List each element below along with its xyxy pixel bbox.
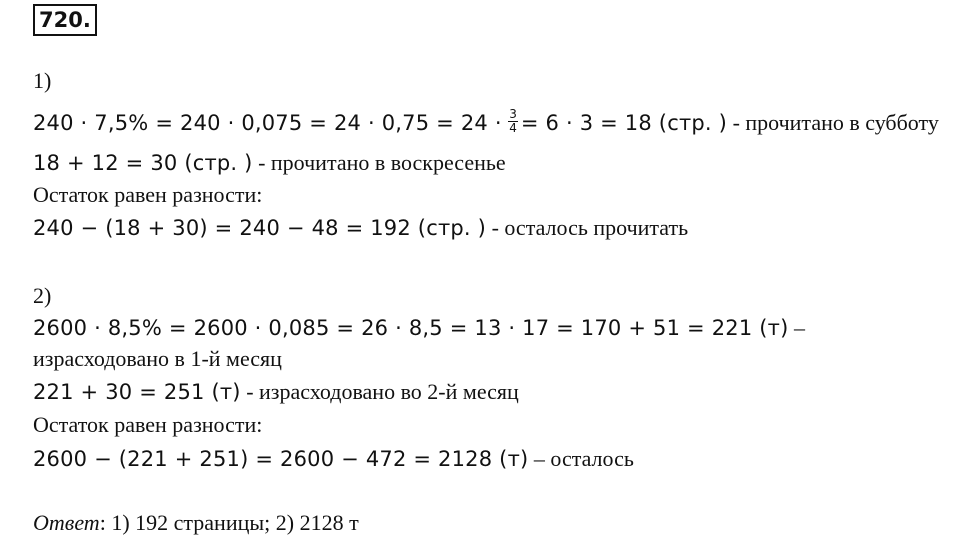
- part1-line1-math: 240 · 7,5% = 240 · 0,075 = 24 · 0,75 = 24 ·: [33, 111, 502, 135]
- part1-line4: [33, 214, 688, 242]
- part2-line4: Остаток равен разности:: [33, 412, 263, 437]
- part1-line2-text: - прочитано в воскресенье: [252, 150, 506, 175]
- problem-number: 720.: [33, 4, 97, 36]
- part1-line2-math: 18 + 12 = 30 (стр. ): [33, 151, 253, 175]
- part2-label: 2): [33, 283, 52, 308]
- part2-line2: израсходовано в 1-й месяц: [33, 346, 282, 371]
- part2-line1: [33, 314, 805, 342]
- part2-line1-math: 2600 · 8,5% = 2600 · 0,085 = 26 · 8,5 = 13 · 17 = 170 + 51 = 221 (т): [33, 316, 789, 340]
- part2-line3-math: 221 + 30 = 251 (т): [33, 380, 241, 404]
- answer-text: 1) 192 страницы; 2) 2128 т: [105, 510, 359, 535]
- answer-line: Ответ: 1) 192 страницы; 2) 2128 т: [33, 510, 359, 535]
- part2-line3-text: - израсходовано во 2-й месяц: [240, 379, 519, 404]
- part2-line5-math: 2600 − (221 + 251) = 2600 − 472 = 2128 (т): [33, 447, 529, 471]
- part1-line1: [33, 109, 939, 138]
- answer-label: Ответ: [33, 510, 100, 535]
- part1-line3: Остаток равен разности:: [33, 182, 263, 207]
- part1-line4-math: 240 − (18 + 30) = 240 − 48 = 192 (стр. ): [33, 216, 487, 240]
- part2-line1-text: –: [788, 315, 805, 340]
- part1-line2: [33, 149, 506, 177]
- part1-label: 1): [33, 68, 52, 93]
- part2-line5-text: – осталось: [528, 446, 634, 471]
- fraction-three-quarters: $\frac{3}{4}$: [509, 107, 517, 136]
- part1-line1-text: - прочитано в субботу: [727, 110, 939, 135]
- part1-line1-math-tail: = 6 · 3 = 18 (стр. ): [520, 111, 728, 135]
- part2-line5: [33, 445, 634, 473]
- part2-line3: [33, 378, 519, 406]
- part1-line4-text: - осталось прочитать: [486, 215, 689, 240]
